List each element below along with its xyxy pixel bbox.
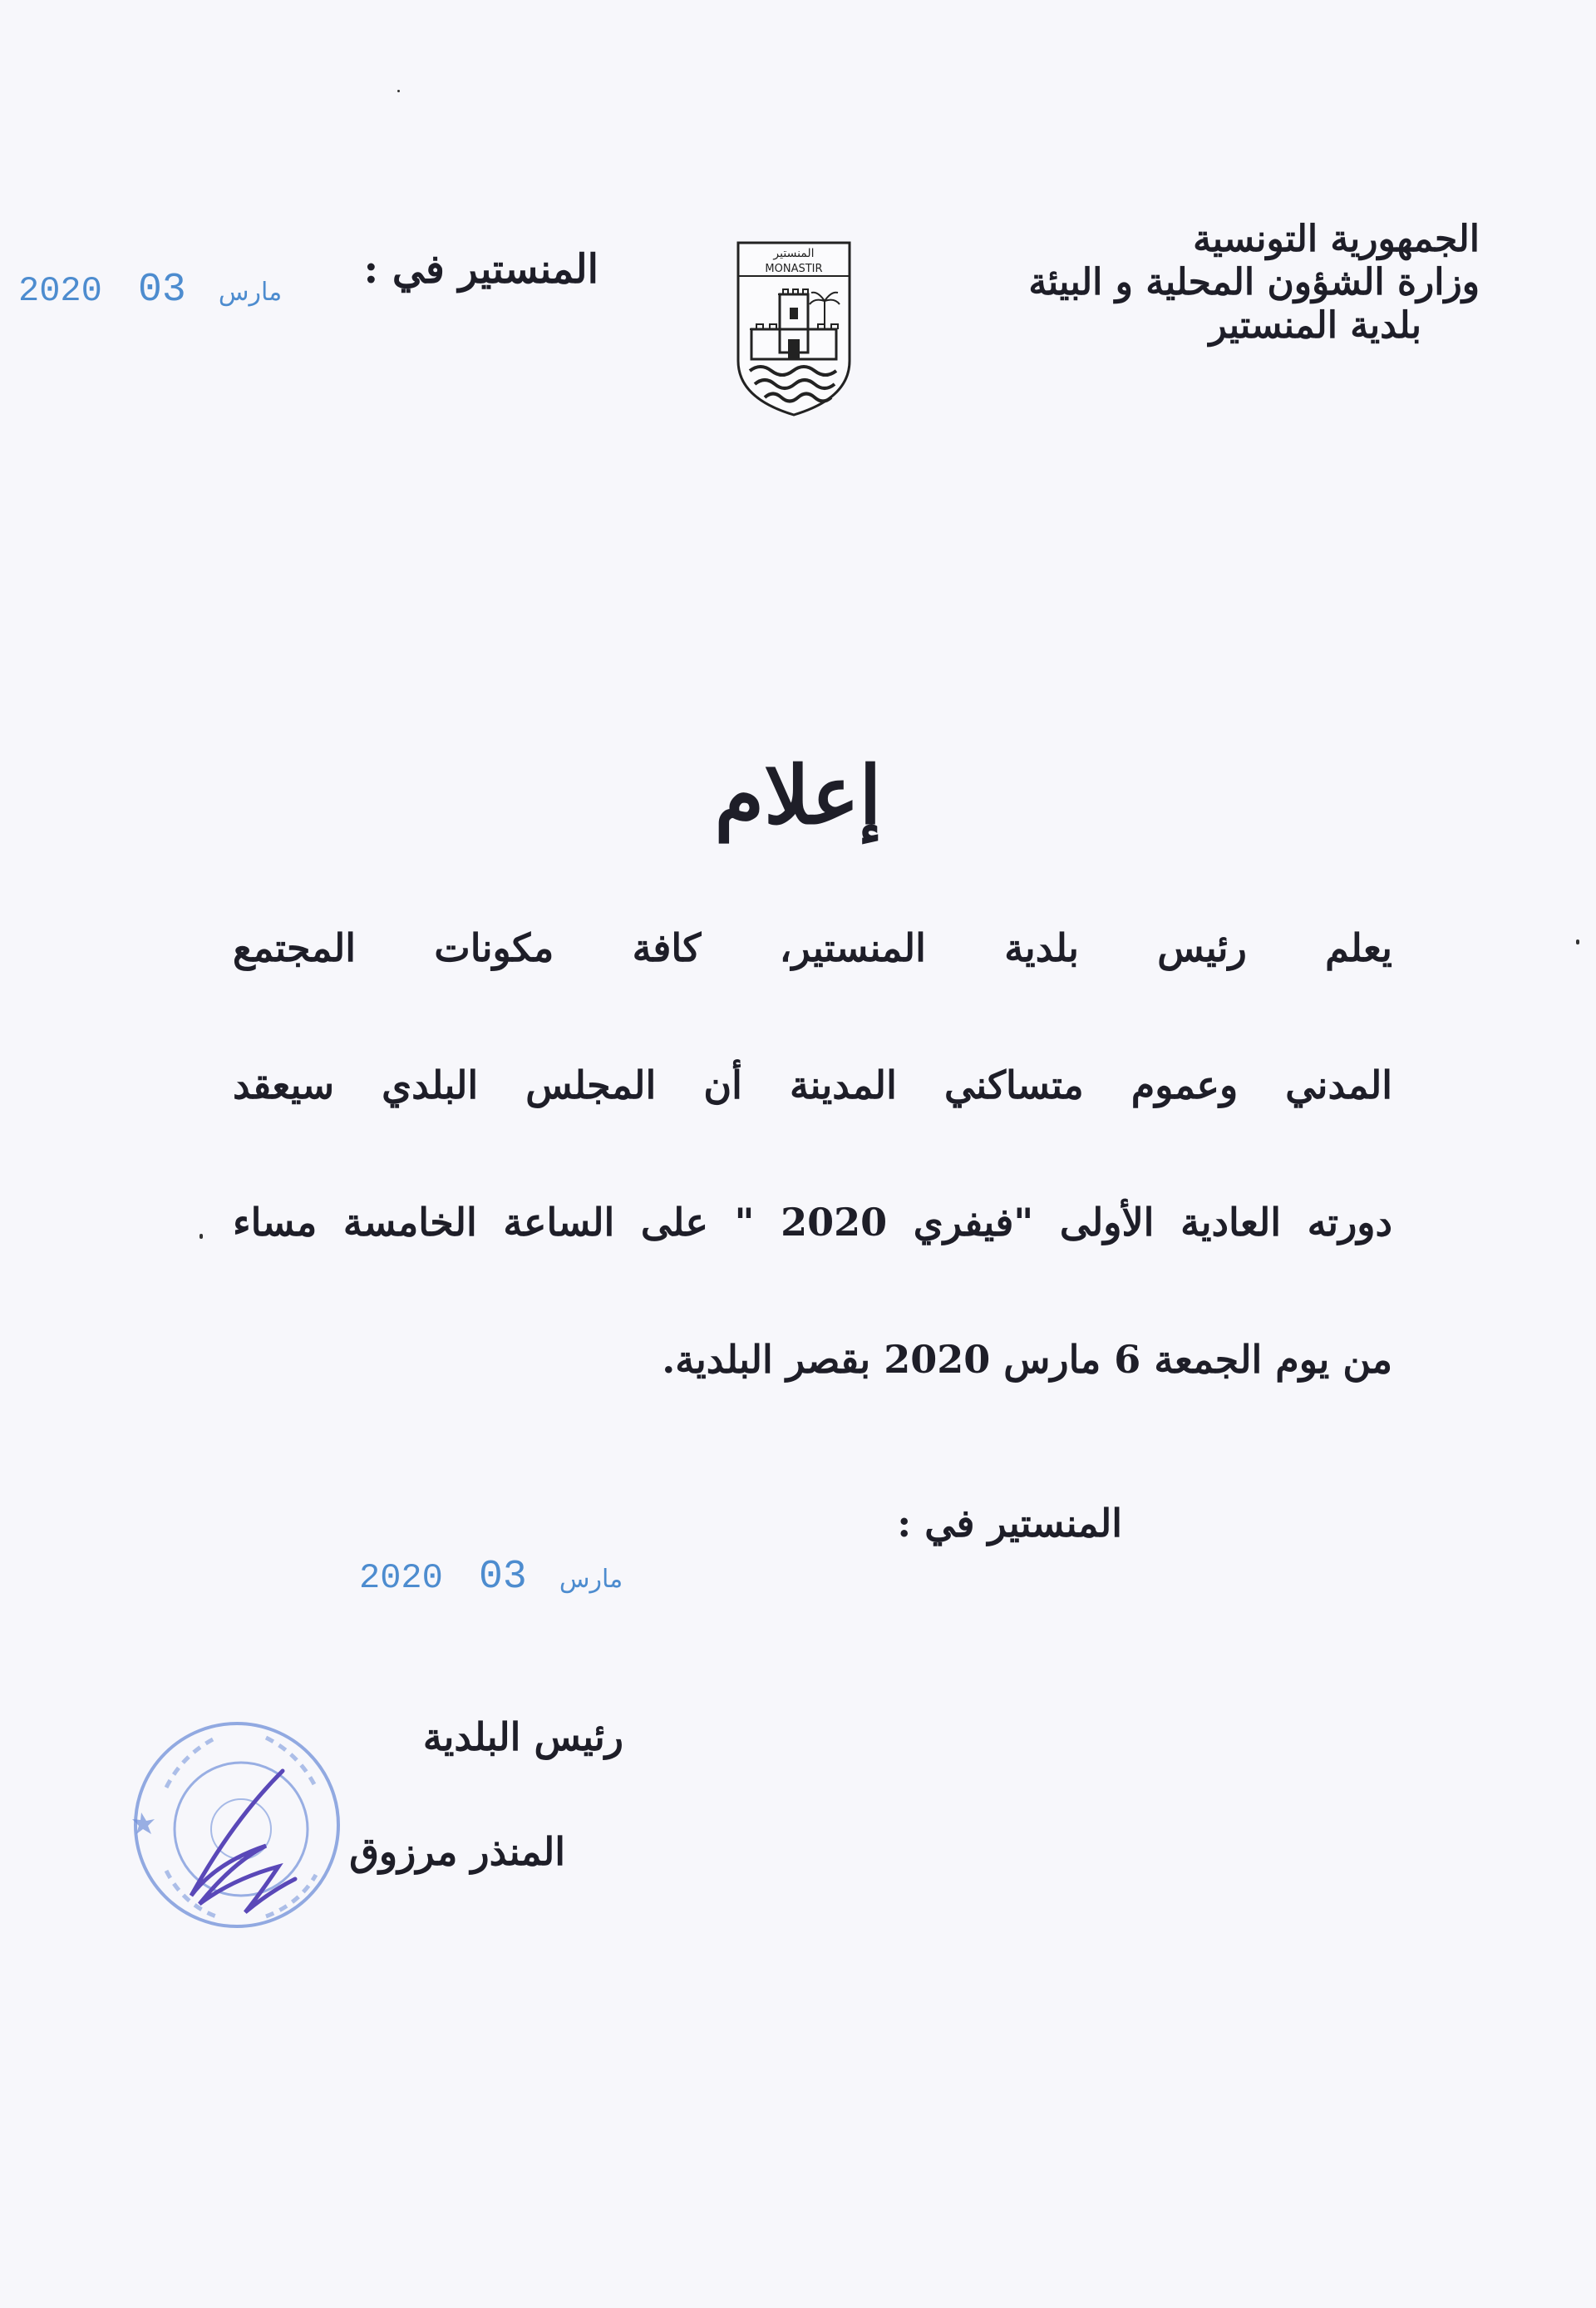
closing-date-label: المنستير في : [897,1501,1122,1546]
emblem-arabic-text: المنستير [773,247,815,260]
announcement-body [233,915,1392,1463]
date-stamp-top [18,268,293,313]
country-name: الجمهورية التونسية [1193,218,1480,260]
scan-speck [200,1234,203,1239]
municipality-name: بلدية المنستير [1209,303,1421,347]
body-line-2: المدني وعموم متساكني المدينة أن المجلس البلدي سيعقد [233,1063,1392,1107]
stamp-day: 03 [138,268,186,313]
emblem-latin-text: MONASTIR [765,263,823,275]
stamp-day: 03 [479,1555,527,1600]
signatory-name: المنذر مرزوق [349,1829,565,1874]
body-line-3: دورته العادية الأولى "فيفري 2020 " على الساعة الخامسة مساء [233,1200,1392,1245]
signatory-title: رئيس البلدية [422,1714,623,1759]
ministry-name: وزارة الشؤون المحلية و البيئة [1028,260,1480,303]
scan-speck [397,90,400,92]
date-stamp-bottom [359,1555,634,1600]
body-line-4: من يوم الجمعة 6 مارس 2020 بقصر البلدية. [662,1337,1392,1382]
stamp-year: 2020 [18,271,102,311]
document-title: إعلام [714,748,882,842]
monastir-emblem-icon [732,236,856,419]
government-header [1028,218,1480,348]
scan-speck [1576,939,1579,944]
body-line-1: يعلم رئيس بلدية المنستير، كافة مكونات المجتمع [233,925,1392,970]
stamp-year: 2020 [359,1558,443,1598]
stamp-month: مارس [559,1565,623,1594]
stamp-month: مارس [218,278,283,307]
official-seal-icon [116,1704,357,1946]
date-line-label: المنستير في : [363,246,598,293]
handwritten-signature-icon [191,1771,295,1912]
